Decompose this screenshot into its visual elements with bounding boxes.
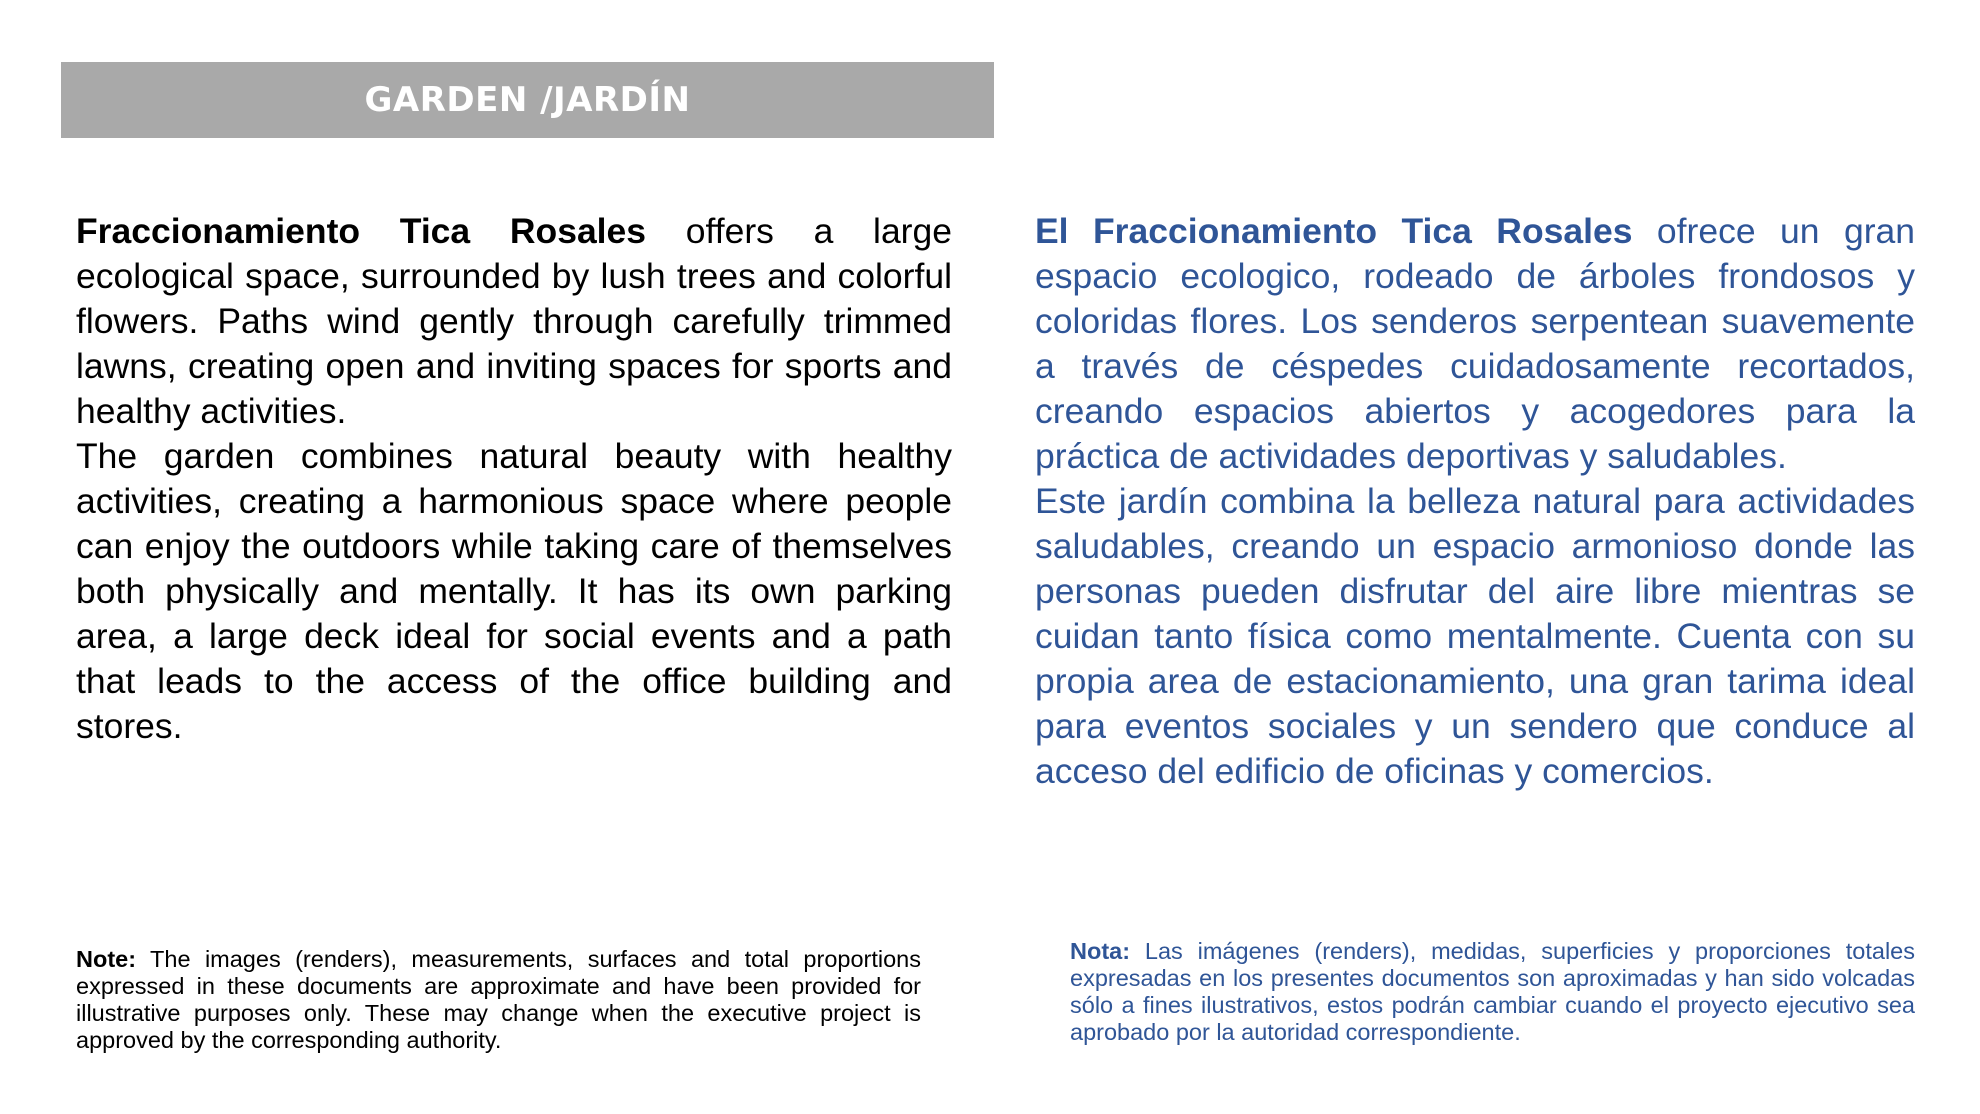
english-project-name: Fraccionamiento Tica Rosales [76,211,647,251]
spanish-paragraph-1-text: ofrece un gran espacio ecologico, rodeado de árboles frondosos y coloridas flores. Los senderos serpentean suavemente a través de céspedes cuidadosamente recortados, creando espacios abiertos y acogedores para la práctica de actividades deportivas y saludables. [1035,211,1915,476]
english-paragraph-2: The garden combines natural beauty with healthy activities, creating a harmonious space where people can enjoy the outdoors while taking care of themselves both physically and mentally. It has its own parking area, a large deck ideal for social events and a path that leads to the access of the office building and stores. [76,436,952,746]
spanish-note-paragraph [1070,938,1915,1046]
spanish-note [1070,938,1915,1046]
spanish-note-text: Las imágenes (renders), medidas, superficies y proporciones totales expresadas en los presentes documentos son aproximadas y han sido volcadas sólo a fines ilustrativos, estos podrán cambiar cuando el proyecto ejecutivo sea aprobado por la autoridad correspondiente. [1070,938,1915,1045]
english-paragraph-1 [76,209,952,434]
english-note [76,946,921,1054]
spanish-project-name: El Fraccionamiento Tica Rosales [1035,211,1633,251]
page-title: GARDEN /JARDÍN [364,80,691,120]
spanish-note-label: Nota: [1070,938,1131,964]
title-bar [61,62,994,138]
english-note-label: Note: [76,946,137,972]
spanish-paragraph-2: Este jardín combina la belleza natural para actividades saludables, creando un espacio armonioso donde las personas pueden disfrutar del aire libre mientras se cuidan tanto física como mentalmente. Cuenta con su propia area de estacionamiento, una gran tarima ideal para eventos sociales y un sendero que conduce al acceso del edificio de oficinas y comercios. [1035,481,1915,791]
english-description [76,209,952,749]
english-paragraph-1-text: offers a large ecological space, surrounded by lush trees and colorful flowers. Paths wind gently through carefully trimmed lawns, creating open and inviting spaces for sports and healthy activities. [76,211,952,431]
spanish-description [1035,209,1915,794]
spanish-paragraph-1 [1035,209,1915,479]
english-note-text: The images (renders), measurements, surfaces and total proportions expressed in these documents are approximate and have been provided for illustrative purposes only. These may change when the executive project is approved by the corresponding authority. [76,946,921,1053]
english-note-paragraph [76,946,921,1054]
